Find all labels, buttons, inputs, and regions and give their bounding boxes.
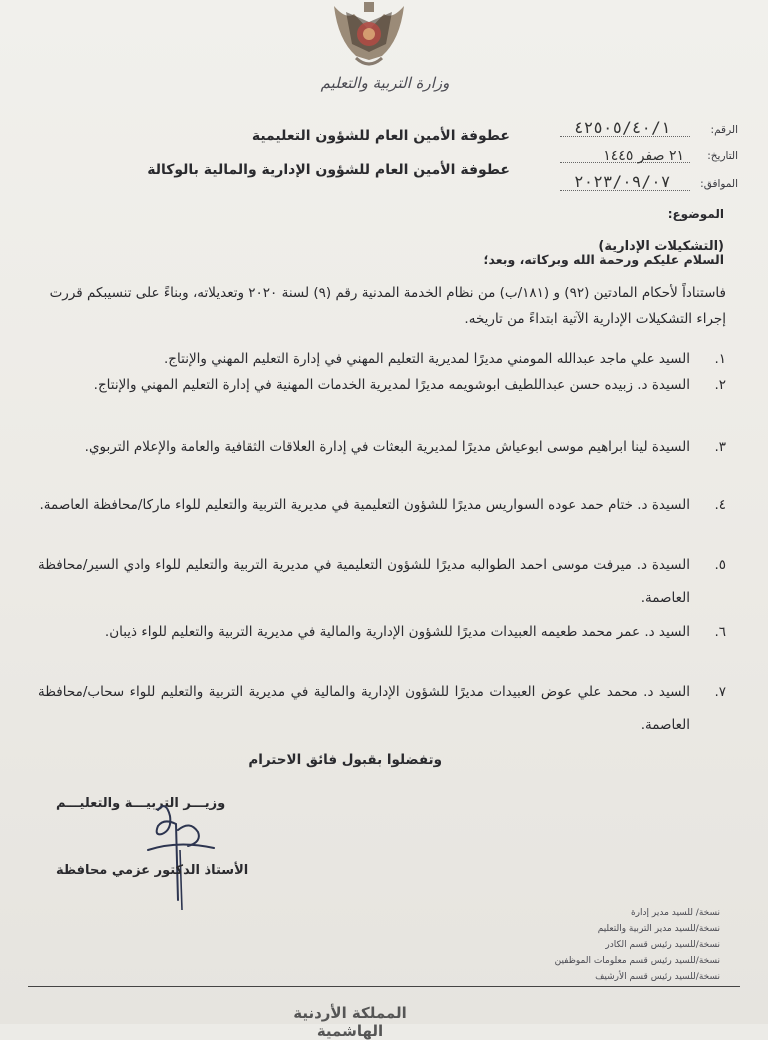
item-text: السيدة د. ختام حمد عوده السواريس مديرًا للشؤون التعليمية في مديرية التربية والتعليم للواء ماركا/محافظة العاصمة. [39, 497, 690, 513]
reference-number-value: ٤٢٥٠٥/٤٠/١ [574, 118, 671, 137]
item-text: السيد علي ماجد عبدالله المومني مديرًا لمديرية التعليم المهني في إدارة التعليم المهني والإنتاج. [164, 351, 690, 367]
cc-line: نسخة/ للسيد مدير إدارة [630, 908, 720, 918]
footer-text: المملكة الأردنية الهاشمية [293, 1004, 407, 1040]
item-text: السيدة لينا ابراهيم موسى ابوعياش مديرًا لمديرية البعثات في إدارة العلاقات الثقافية والعامة والإعلام التربوي. [84, 439, 690, 455]
list-item [38, 616, 726, 649]
cc-line: نسخة/للسيد رئيس قسم الكادر [605, 940, 720, 950]
list-item [38, 369, 726, 402]
greeting: السلام عليكم ورحمة الله وبركاته، وبعد؛ [483, 252, 724, 267]
reference-number-label: الرقم: [710, 124, 738, 136]
ministry-name: وزارة التربية والتعليم [320, 74, 450, 92]
subject-value: (التشكيلات الإدارية) [598, 239, 724, 254]
item-text: السيدة د. ميرفت موسى احمد الطوالبه مديرًا للشؤون التعليمية في مديرية التربية والتعليم للواء وادي السير/محافظة العاصمة. [38, 557, 690, 606]
handwritten-signature-icon [118, 790, 238, 920]
item-number: ٢. [714, 377, 726, 393]
signatory-title: وزيـــر التربيـــة والتعليـــم [56, 796, 226, 811]
intro-paragraph: فاستناداً لأحكام المادتين (٩٢) و (١٨١/ب) من نظام الخدمة المدنية رقم (٩) لسنة ٢٠٢٠ وتعديلاته، وبناءً على تنسيبكم قررت إجراء التشكيلات الإدارية الآتية ابتداءً من تاريخه. [49, 285, 726, 327]
list-item [38, 676, 726, 742]
cc-line: نسخة/للسيد رئيس قسم معلومات الموظفين [554, 956, 720, 966]
subject-label: الموضوع: [667, 207, 724, 221]
addressee-line-1: عطوفة الأمين العام للشؤون التعليمية [251, 128, 510, 144]
item-number: ٥. [714, 557, 726, 573]
item-text: السيد د. محمد علي عوض العبيدات مديرًا للشؤون الإدارية والمالية في مديرية التربية والتعليم للواء سحاب/محافظة العاصمة. [38, 684, 690, 733]
decisions-list [38, 343, 726, 743]
addressee-line-2: عطوفة الأمين العام للشؤون الإدارية والمالية بالوكالة [147, 162, 510, 178]
corresponding-date-value: ٢٠٢٣/٠٩/٠٧ [574, 172, 671, 191]
cc-line: نسخة/للسيد رئيس قسم الأرشيف [595, 972, 720, 982]
royal-emblem-icon [326, 0, 412, 72]
list-item [38, 431, 726, 464]
item-number: ٣. [714, 439, 726, 455]
closing-salutation: وتفضلوا بقبول فائق الاحترام [248, 752, 442, 768]
footer-divider [28, 986, 740, 987]
item-number: ١. [714, 351, 726, 367]
item-number: ٤. [714, 497, 726, 513]
date-label: التاريخ: [707, 150, 738, 162]
item-number: ٧. [714, 684, 726, 700]
list-item [38, 489, 726, 522]
corresponding-date-label: الموافق: [700, 178, 738, 190]
signatory-name: الأستاذ الدكتور عزمي محافظة [56, 863, 249, 878]
item-number: ٦. [714, 624, 726, 640]
item-text: السيدة د. زبيده حسن عبداللطيف ابوشويمه مديرًا لمديرية الخدمات المهنية في إدارة التعليم المهني والإنتاج. [93, 377, 690, 393]
item-text: السيد د. عمر محمد طعيمه العبيدات مديرًا للشؤون الإدارية والمالية في مديرية التربية والتعليم للواء ذيبان. [104, 624, 690, 640]
list-item [38, 549, 726, 615]
cc-line: نسخة/للسيد مدير التربية والتعليم [597, 924, 720, 934]
date-value: ٢١ صفر ١٤٤٥ [603, 148, 684, 164]
